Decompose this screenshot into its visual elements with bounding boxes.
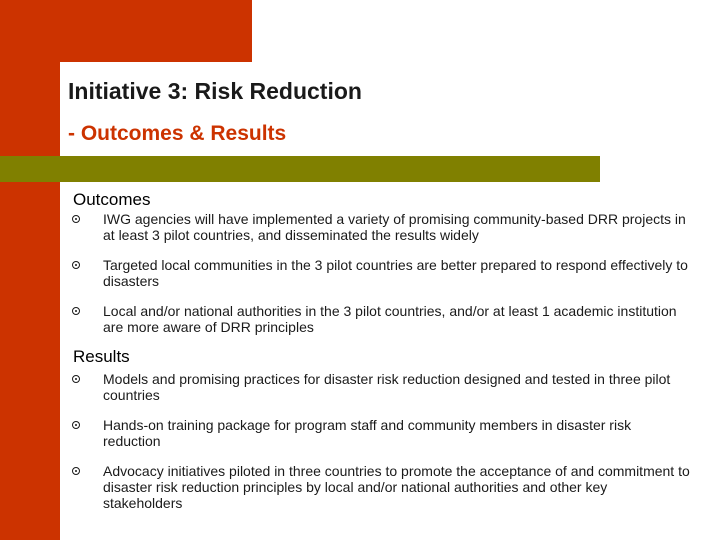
bullet-icon xyxy=(72,375,80,383)
olive-divider-bar xyxy=(0,156,600,182)
list-item xyxy=(60,257,690,289)
slide-title: Initiative 3: Risk Reduction xyxy=(68,78,362,104)
list-item-text: Hands-on training package for program staff and community members in disaster risk reduction xyxy=(103,417,632,449)
bullet-icon xyxy=(72,307,80,315)
outcomes-list xyxy=(60,211,690,349)
outcomes-heading: Outcomes xyxy=(73,190,151,209)
list-item xyxy=(60,211,690,243)
list-item xyxy=(60,463,690,511)
bullet-icon xyxy=(72,261,80,269)
bullet-icon xyxy=(72,215,80,223)
slide-subtitle: - Outcomes & Results xyxy=(68,122,287,145)
bullet-icon xyxy=(72,421,80,429)
list-item-text: IWG agencies will have implemented a variety of promising community-based DRR projects in at least 3 pilot countries, and disseminated the results widely xyxy=(103,211,686,243)
list-item-text: Targeted local communities in the 3 pilot countries are better prepared to respond effectively to disasters xyxy=(103,257,688,289)
list-item-text: Models and promising practices for disaster risk reduction designed and tested in three pilot countries xyxy=(103,371,671,403)
results-list xyxy=(60,371,690,525)
list-item xyxy=(60,371,690,403)
list-item-text: Local and/or national authorities in the 3 pilot countries, and/or at least 1 academic institution are more aware of DRR principles xyxy=(103,303,677,335)
bullet-icon xyxy=(72,467,80,475)
list-item xyxy=(60,417,690,449)
results-heading: Results xyxy=(73,347,130,366)
top-red-block xyxy=(0,0,252,62)
list-item xyxy=(60,303,690,335)
list-item-text: Advocacy initiatives piloted in three countries to promote the acceptance of and commitment to disaster risk reduction principles by local and/or national authorities and other key stakeholders xyxy=(103,463,690,511)
left-red-band xyxy=(0,0,60,540)
